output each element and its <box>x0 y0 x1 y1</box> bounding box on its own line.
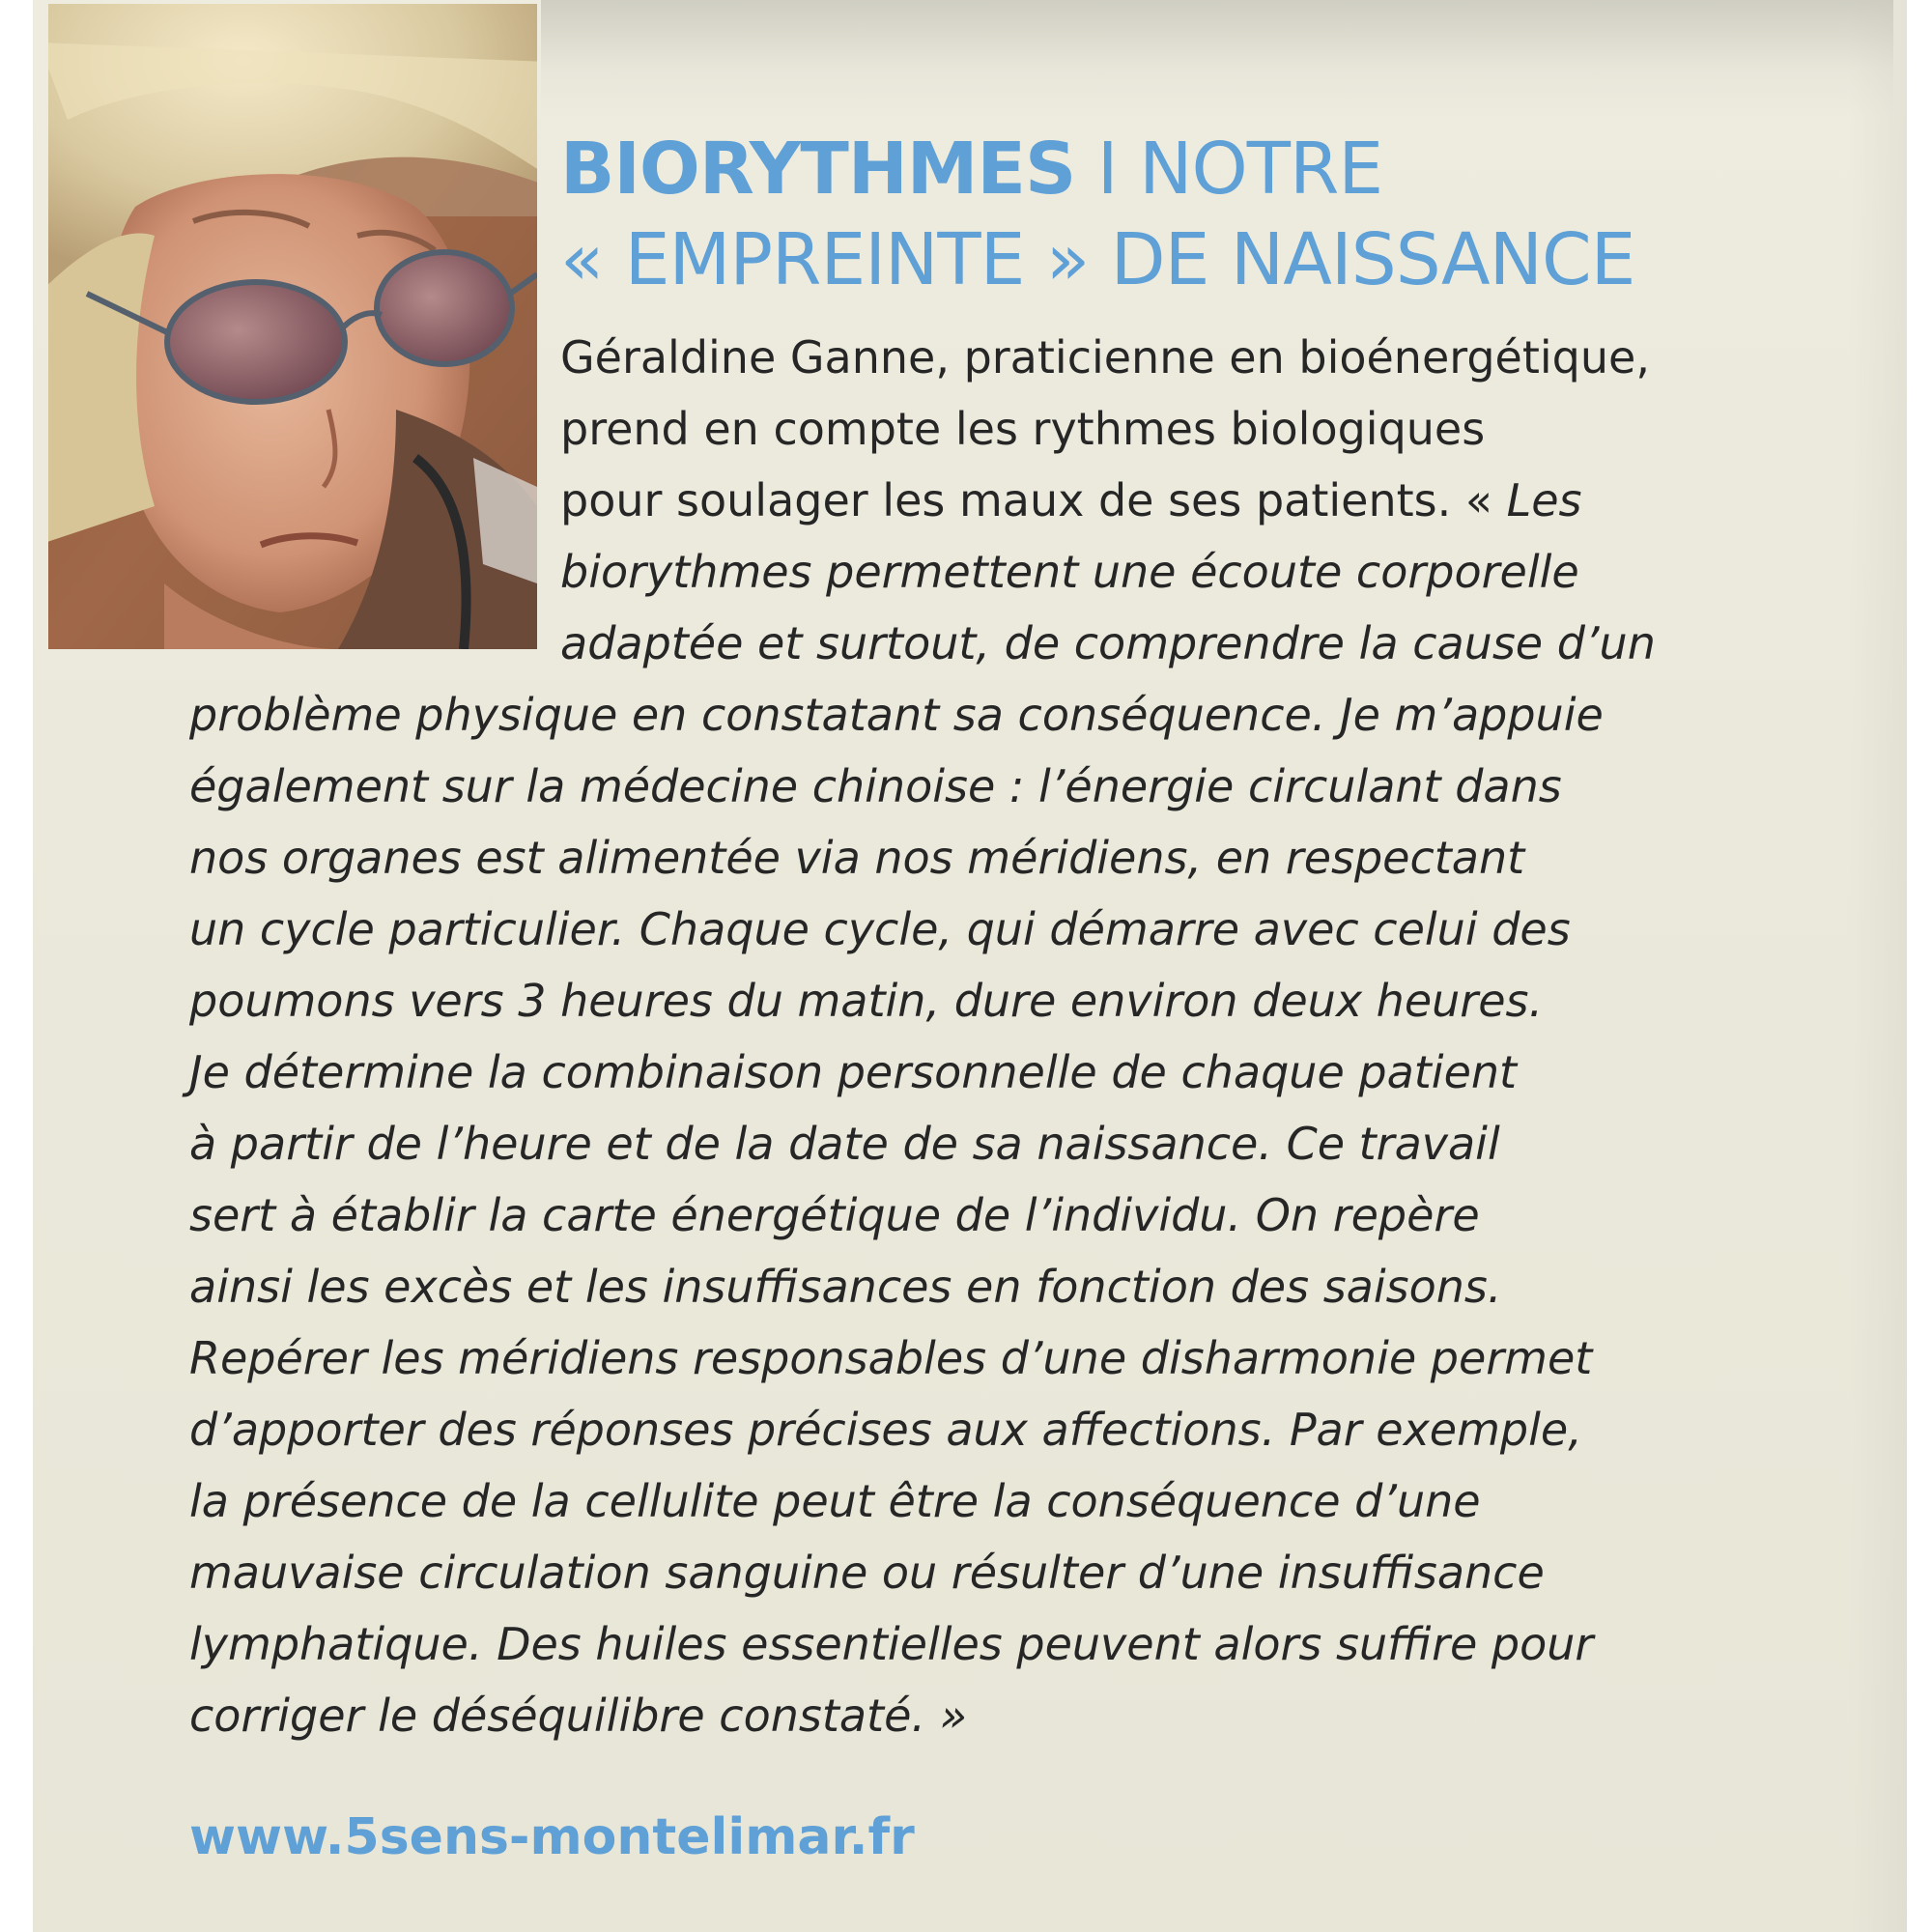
lead-quote-start: Les biorythmes permettent une écoute corporelle adaptée et surtout, de comprendre la cause d’un <box>560 474 1656 669</box>
article-title <box>560 124 1634 305</box>
website-link[interactable]: www.5sens-montelimar.fr <box>189 1808 915 1866</box>
title-line2: « EMPREINTE » DE NAISSANCE <box>560 218 1635 301</box>
article-quote-body: problème physique en constatant sa conséquence. Je m’appuie également sur la médecine chinoise : l’énergie circulant dans nos organes est alimentée via nos méridiens, en respectant un cycle particulier. Chaque cycle, qui démarre avec celui des poumons vers 3 heures du matin, dure environ deux heures. Je détermine la combinaison personnelle de chaque patient à partir de l’heure et de la date de sa naissance. Ce travail sert à établir la carte énergétique de l’individu. On repère ainsi les excès et les insuffisances en fonction des saisons. Repérer les méridiens responsables d’une disharmonie permet d’apporter des réponses précises aux affections. Par exemple, la présence de la cellulite peut être la conséquence d’une mauvaise circulation sanguine ou résulter d’une insuffisance lymphatique. Des huiles essentielles peuvent alors suffire pour corriger le déséquilibre constaté. » <box>189 689 1604 1742</box>
lead-text: Géraldine Ganne, praticienne en bioénergétique, prend en compte les rythmes biologiques pour soulager les maux de ses patients. « <box>560 331 1650 526</box>
article-lead <box>560 322 1729 679</box>
title-line1-rest: NOTRE <box>1139 128 1383 211</box>
show-through-shadow-top <box>541 0 1893 116</box>
title-separator: I <box>1096 128 1118 211</box>
portrait-photo <box>48 4 537 649</box>
title-keyword: BIORYTHMES <box>560 128 1076 211</box>
show-through-shadow-right <box>1849 0 1907 1932</box>
